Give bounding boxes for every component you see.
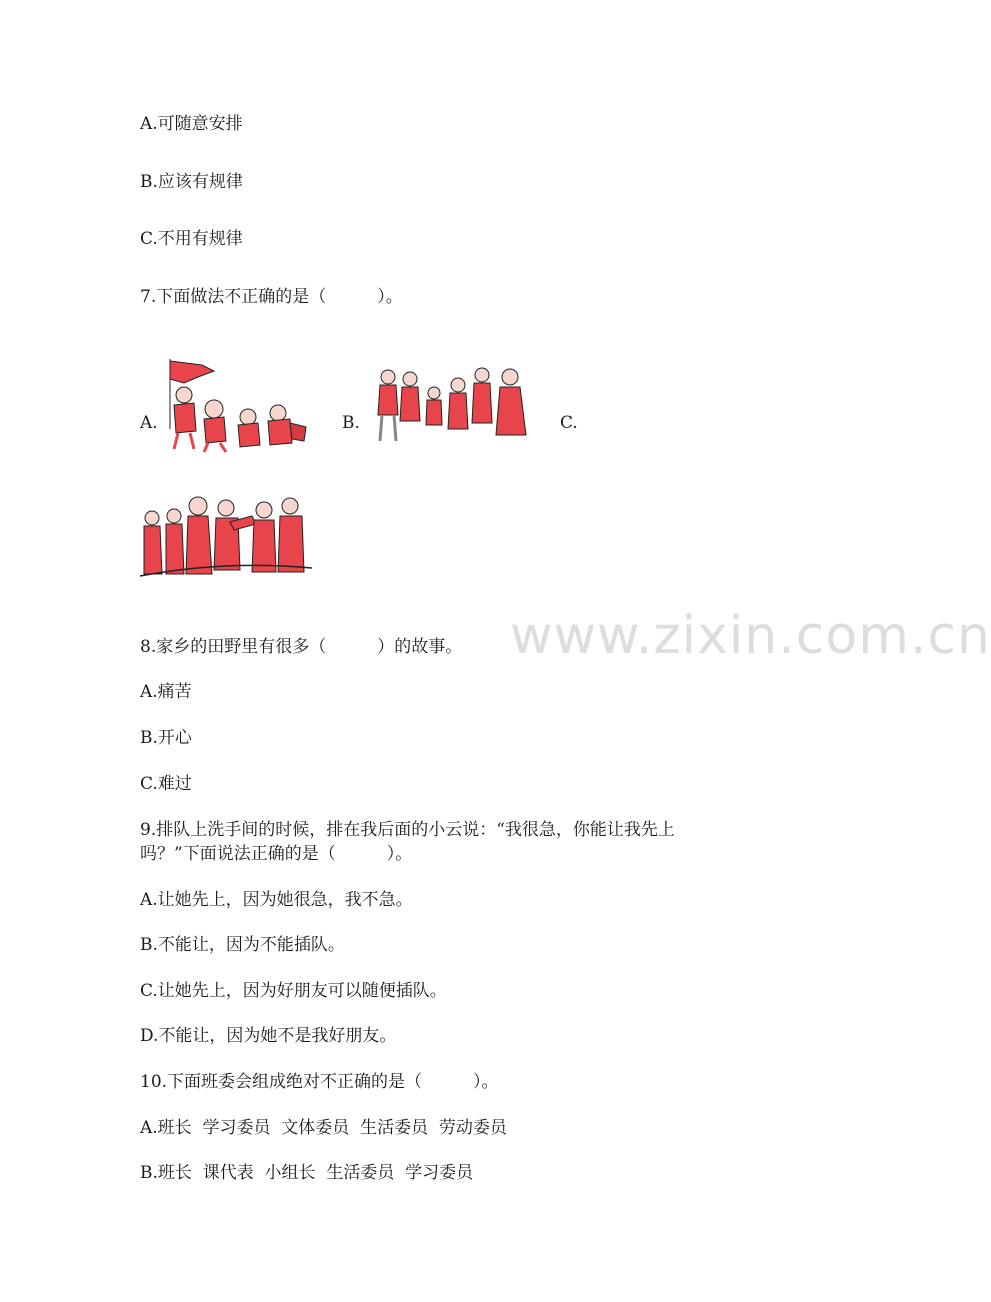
q8-question: 8.家乡的田野里有很多（ ）的故事。 <box>140 637 463 657</box>
q8-option-a: A.痛苦 <box>140 682 192 702</box>
q6-option-a: A.可随意安排 <box>140 114 243 134</box>
q7-question: 7.下面做法不正确的是（ ）。 <box>140 287 403 307</box>
q10-question: 10.下面班委会组成绝对不正确的是（ ）。 <box>140 1072 499 1092</box>
q9-option-a: A.让她先上，因为她很急，我不急。 <box>140 890 413 910</box>
q6-option-b: B.应该有规律 <box>140 172 243 192</box>
children-marching-with-flag-illustration <box>162 357 312 453</box>
q9-question-line1: 9.排队上洗手间的时候，排在我后面的小云说：“我很急，你能让我先上 <box>140 820 675 840</box>
watermark: www.zixin.com.cn <box>510 606 991 666</box>
q7-option-b-label: B. <box>342 413 360 433</box>
q9-question-line2: 吗？”下面说法正确的是（ ）。 <box>140 844 413 864</box>
q9-option-b: B.不能让，因为不能插队。 <box>140 935 345 955</box>
q9-option-d: D.不能让，因为她不是我好朋友。 <box>140 1026 397 1046</box>
q8-option-b: B.开心 <box>140 728 192 748</box>
q8-option-c: C.难过 <box>140 774 192 794</box>
q7-option-a-label: A. <box>140 413 158 433</box>
people-queueing-in-line-illustration <box>370 365 530 447</box>
q6-option-c: C.不用有规律 <box>140 229 243 249</box>
crowd-pushing-in-line-illustration <box>140 488 312 580</box>
q10-option-b: B.班长 课代表 小组长 生活委员 学习委员 <box>140 1163 474 1183</box>
q10-option-a: A.班长 学习委员 文体委员 生活委员 劳动委员 <box>140 1118 507 1138</box>
q7-option-c-label: C. <box>560 413 578 433</box>
q9-option-c: C.让她先上，因为好朋友可以随便插队。 <box>140 981 447 1001</box>
